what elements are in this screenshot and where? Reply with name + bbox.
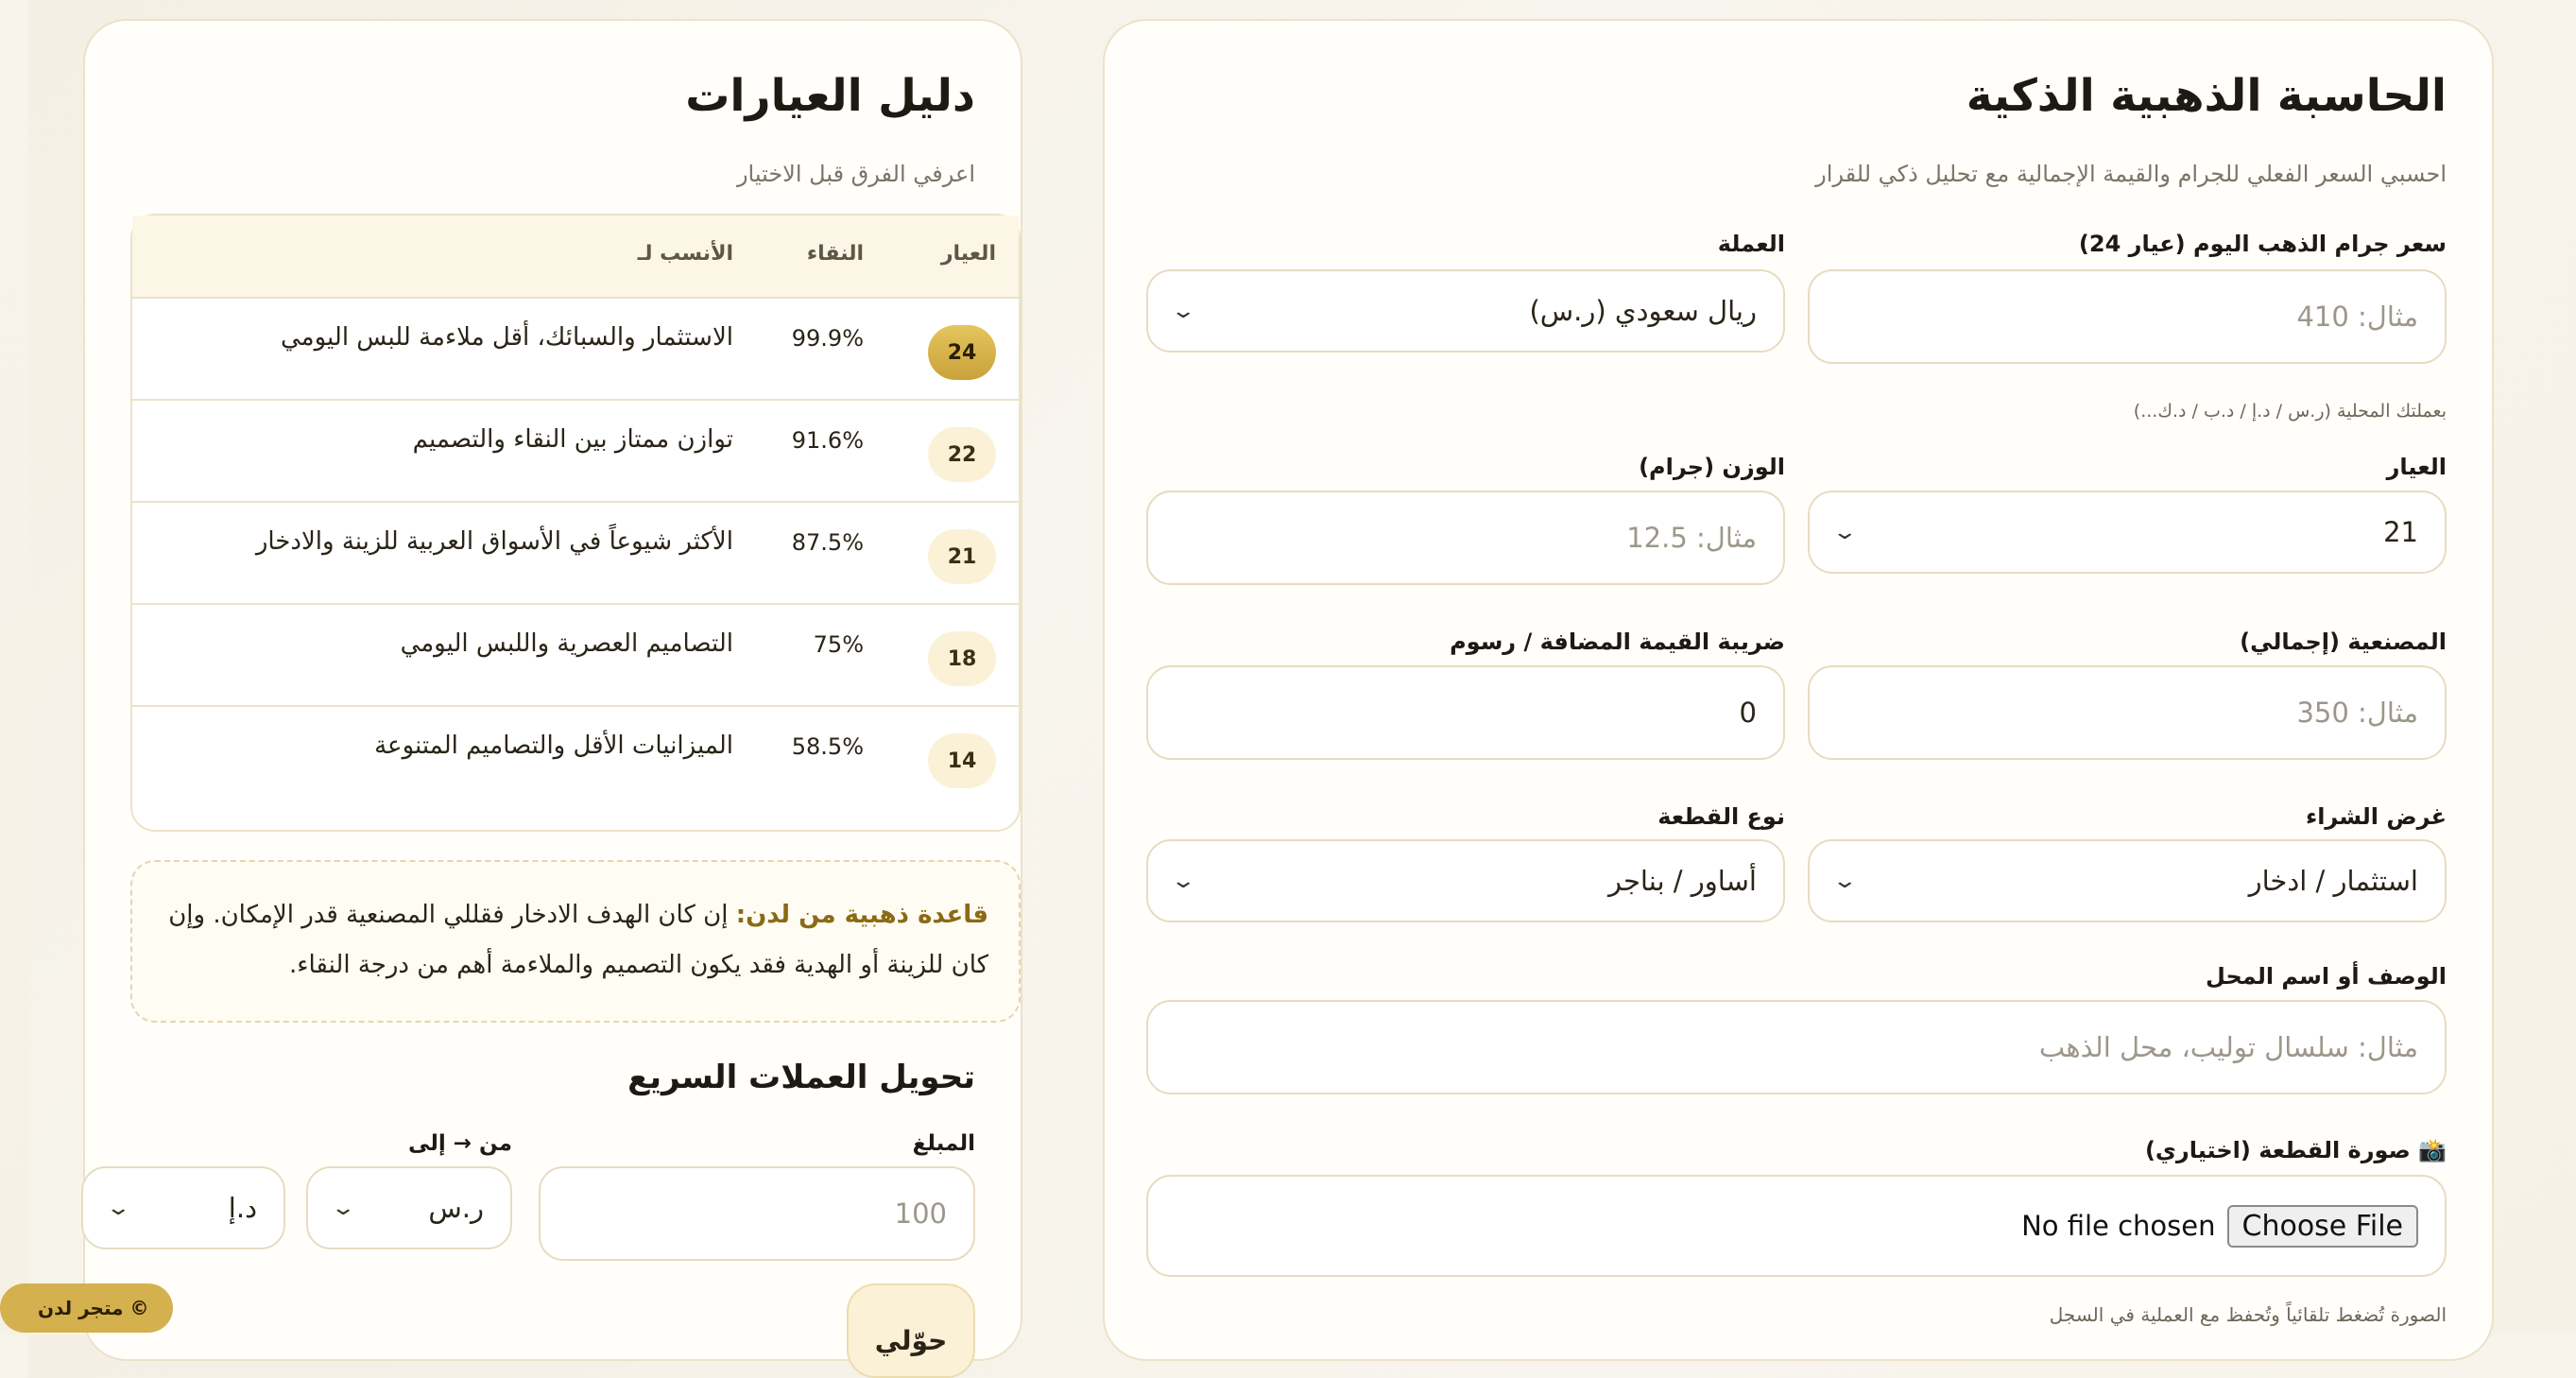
table-row [132, 605, 1019, 707]
purpose-select[interactable] [1808, 839, 2447, 922]
karat-table [130, 214, 1021, 832]
karat-guide-card [83, 19, 1022, 1361]
weight-input[interactable]: مثال: 12.5 [1146, 491, 1785, 585]
photo-file-input[interactable] [1146, 1175, 2447, 1277]
purity-cell: 87.5% [791, 529, 864, 556]
price-hint: بعملتك المحلية (ر.س / د.إ / د.ب / د.ك...) [2133, 401, 2447, 422]
purity-cell: 75% [813, 631, 864, 658]
karat-label: العيار [2386, 454, 2447, 480]
calculator-subtitle: احسبي السعر الفعلي للجرام والقيمة الإجمالية مع تحليل ذكي للقرار [1815, 161, 2447, 187]
price-input[interactable]: مثال: 410 [1808, 269, 2447, 364]
header-karat: العيار [940, 242, 996, 266]
weight-label: الوزن (جرام) [1639, 454, 1785, 480]
calculator-title: الحاسبة الذهبية الذكية [1966, 70, 2447, 122]
karat-select[interactable] [1808, 491, 2447, 574]
from-currency-select[interactable] [306, 1166, 512, 1249]
chevron-down-icon: ⌄ [1170, 299, 1197, 323]
table-row [132, 401, 1019, 503]
chevron-down-icon: ⌄ [330, 1196, 357, 1220]
making-label: المصنعية (إجمالي) [2240, 629, 2447, 655]
chevron-down-icon: ⌄ [1831, 869, 1859, 893]
currency-value: ريال سعودي (ر.س) [1529, 295, 1757, 327]
currency-label: العملة [1717, 231, 1785, 257]
header-purity: النقاء [806, 242, 864, 266]
to-currency-select[interactable] [81, 1166, 285, 1249]
golden-rule-box [130, 860, 1021, 1023]
table-header [132, 215, 1019, 299]
guide-subtitle: اعرفي الفرق قبل الاختيار [736, 161, 975, 187]
store-badge[interactable]: © متجر لدن [0, 1283, 173, 1333]
golden-rule-text: إن كان الهدف الادخار فقللي المصنعية قدر الإمكان. وإن كان للزينة أو الهدية فقد يكون التصميم والملاءمة أهم من درجة النقاء. [168, 901, 988, 979]
best-for-cell: الاستثمار والسبائك، أقل ملاءمة للبس اليومي [281, 323, 733, 352]
to-currency-value: د.إ [228, 1192, 257, 1224]
calculator-card [1103, 19, 2494, 1361]
karat-badge: 21 [928, 529, 996, 584]
best-for-cell: التصاميم العصرية واللبس اليومي [400, 629, 733, 658]
photo-hint: الصورة تُضغط تلقائياً وتُحفظ مع العملية في السجل [2049, 1303, 2447, 1326]
purity-cell: 99.9% [791, 325, 864, 352]
best-for-cell: توازن ممتاز بين النقاء والتصميم [412, 425, 733, 454]
vat-input[interactable]: 0 [1146, 665, 1785, 760]
type-label: نوع القطعة [1657, 803, 1785, 830]
karat-badge: 24 [928, 325, 996, 380]
converter-title: تحويل العملات السريع [627, 1059, 975, 1096]
guide-title: دليل العيارات [685, 70, 975, 122]
from-currency-value: ر.س [428, 1192, 484, 1224]
choose-file-button[interactable]: Choose File [2227, 1205, 2419, 1248]
chevron-down-icon: ⌄ [1831, 520, 1859, 544]
karat-badge: 22 [928, 427, 996, 482]
type-select[interactable] [1146, 839, 1785, 922]
file-status: No file chosen [2021, 1210, 2216, 1242]
best-for-cell: الأكثر شيوعاً في الأسواق العربية للزينة والادخار [255, 527, 733, 556]
convert-button[interactable]: حوّلي [847, 1283, 975, 1378]
description-label: الوصف أو اسم المحل [2206, 963, 2447, 990]
chevron-down-icon: ⌄ [105, 1196, 132, 1220]
making-input[interactable]: مثال: 350 [1808, 665, 2447, 760]
direction-label: من → إلى [407, 1131, 512, 1156]
type-value: أساور / بناجر [1608, 865, 1757, 897]
chevron-down-icon: ⌄ [1170, 869, 1197, 893]
golden-rule-title: قاعدة ذهبية من لدن: [735, 901, 988, 929]
purity-cell: 58.5% [791, 733, 864, 760]
amount-label: المبلغ [912, 1131, 975, 1156]
karat-badge: 18 [928, 631, 996, 686]
amount-input[interactable]: 100 [539, 1166, 975, 1261]
karat-value: 21 [2383, 516, 2418, 548]
purity-cell: 91.6% [791, 427, 864, 454]
karat-badge: 14 [928, 733, 996, 788]
table-row [132, 707, 1019, 809]
vat-label: ضريبة القيمة المضافة / رسوم [1450, 629, 1785, 655]
best-for-cell: الميزانيات الأقل والتصاميم المتنوعة [374, 732, 733, 760]
table-row [132, 503, 1019, 605]
description-input[interactable]: مثال: سلسال توليب، محل الذهب [1146, 1000, 2447, 1094]
purpose-label: غرض الشراء [2305, 803, 2447, 830]
price-label: سعر جرام الذهب اليوم (عيار 24) [2078, 231, 2447, 257]
currency-select[interactable] [1146, 269, 1785, 353]
photo-label: 📸 صورة القطعة (اختياري) [2144, 1137, 2447, 1163]
table-row [132, 299, 1019, 401]
header-best-for: الأنسب لـ [637, 242, 733, 266]
purpose-value: استثمار / ادخار [2248, 865, 2418, 897]
